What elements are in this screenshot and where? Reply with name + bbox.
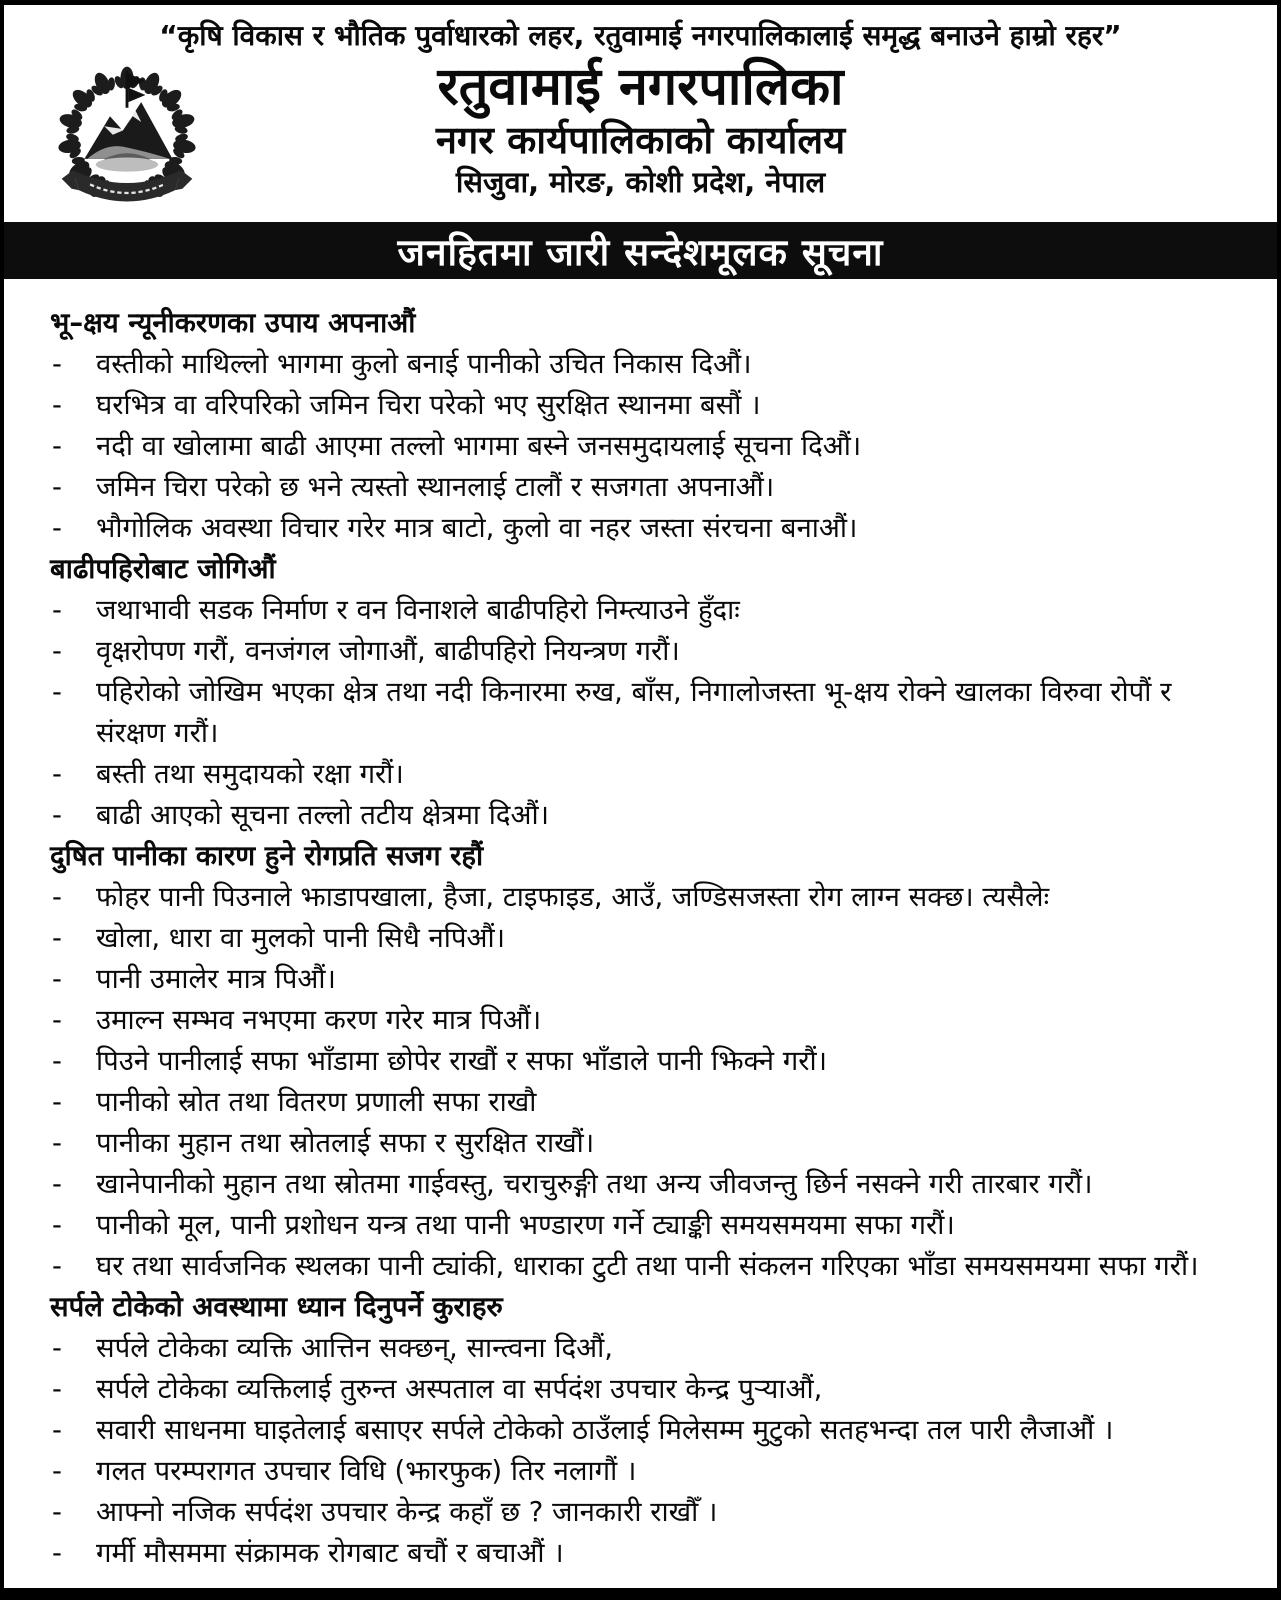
bullet-dash: - [52,1086,62,1118]
bullet-dash: - [52,758,62,790]
bullet-dash: - [52,594,62,626]
bullet-item [50,1164,1233,1205]
bullet-text: जथाभावी सडक निर्माण र वन विनाशले बाढीपहिरो निम्त्याउने हुँदाः [96,594,740,626]
bullet-text: बस्ती तथा समुदायको रक्षा गरौं। [96,758,404,790]
section-heading: सर्पले टोकेको अवस्थामा ध्यान दिनुपर्ने कुराहरु [50,1291,503,1323]
bullet-text: पहिरोको जोखिम भएका क्षेत्र तथा नदी किनारमा रुख, बाँस, निगालोजस्ता भू-क्षय रोक्ने खालका विरुवा रोपौं र संरक्षण गरौं। [96,676,1172,749]
bullet-dash: - [52,799,62,831]
bullet-dash: - [52,881,62,913]
bullet-item [50,385,1233,426]
bullet-dash: - [52,676,62,708]
bullet-item [50,590,1233,631]
bullet-item [50,1492,1233,1533]
bullet-dash: - [52,635,62,667]
bullet-item [50,426,1233,467]
bullet-text: घर तथा सार्वजनिक स्थलका पानी ट्यांकी, धाराका टुटी तथा पानी संकलन गरिएका भाँडा समयसमयमा सफा गरौं। [96,1250,1199,1282]
bullet-dash: - [52,430,62,462]
bullet-item [50,1000,1233,1041]
bullet-dash: - [52,389,62,421]
bullet-text: पानीको मूल, पानी प्रशोधन यन्त्र तथा पानी भण्डारण गर्ने ट्याङ्की समयसमयमा सफा गरौं। [96,1209,955,1241]
address-line: सिजुवा, मोरङ, कोशी प्रदेश, नेपाल [455,165,826,200]
bullet-text: खानेपानीको मुहान तथा स्रोतमा गाईवस्तु, चराचुरुङ्गी तथा अन्य जीवजन्तु छिर्न नसक्ने गरी तारबार गरौं। [96,1168,1093,1200]
municipality-title: रतुवामाई नगरपालिका [437,57,844,118]
bullet-item [50,1410,1233,1451]
bullet-text: सर्पले टोकेका व्यक्तिलाई तुरुन्त अस्पताल वा सर्पदंश उपचार केन्द्र पुऱ्याऔं, [96,1373,823,1405]
bullet-dash: - [52,1250,62,1282]
bullet-dash: - [52,1004,62,1036]
bullet-item [50,1041,1233,1082]
bottom-border-bar [4,1588,1277,1600]
bullet-item [50,631,1233,672]
bullet-dash: - [52,922,62,954]
bullet-dash: - [52,1455,62,1487]
bullet-dash: - [52,1414,62,1446]
bullet-text: नदी वा खोलामा बाढी आएमा तल्लो भागमा बस्ने जनसमुदायलाई सूचना दिऔं। [96,430,862,462]
bullet-item [50,467,1233,508]
bullet-text: गर्मी मौसममा संक्रामक रोगबाट बचौं र बचाऔं । [96,1537,564,1569]
bullet-text: वस्तीको माथिल्लो भागमा कुलो बनाई पानीको उचित निकास दिऔं। [96,348,752,380]
bullet-text: आफ्नो नजिक सर्पदंश उपचार केन्द्र कहाँ छ ? जानकारी राखौँ । [96,1496,718,1528]
section-heading: भू–क्षय न्यूनीकरणका उपाय अपनाऔं [50,307,416,339]
bullet-dash: - [52,512,62,544]
bullet-item [50,877,1233,918]
bullet-text: उमाल्न सम्भव नभएमा करण गरेर मात्र पिऔं। [96,1004,542,1036]
section-heading: बाढीपहिरोबाट जोगिऔं [50,553,276,585]
notice-body [4,279,1277,1574]
bullet-item [50,1328,1233,1369]
bullet-text: वृक्षरोपण गरौं, वनजंगल जोगाऔं, बाढीपहिरो नियन्त्रण गरौं। [96,635,680,667]
bullet-text: सर्पले टोकेका व्यक्ति आत्तिन सक्छन्, सान्त्वना दिऔं, [96,1332,613,1364]
bullet-dash: - [52,348,62,380]
bullet-dash: - [52,1127,62,1159]
bullet-item [50,1082,1233,1123]
bullet-dash: - [52,1537,62,1569]
bullet-dash: - [52,1332,62,1364]
bullet-item [50,1246,1233,1287]
bullet-item [50,344,1233,385]
section-heading: दुषित पानीका कारण हुने रोगप्रति सजग रहौं [50,840,484,872]
bullet-item [50,754,1233,795]
bullet-text: सवारी साधनमा घाइतेलाई बसाएर सर्पले टोकेको ठाउँलाई मिलेसम्म मुटुको सतहभन्दा तल पारी लैजाऔं । [96,1414,1114,1446]
bullet-dash: - [52,963,62,995]
bullet-text: पानीको स्रोत तथा वितरण प्रणाली सफा राखौ [96,1086,537,1118]
bullet-item [50,1533,1233,1574]
bullet-text: पानीका मुहान तथा स्रोतलाई सफा र सुरक्षित राखौं। [96,1127,595,1159]
bullet-dash: - [52,471,62,503]
bullet-item [50,1123,1233,1164]
bullet-dash: - [52,1209,62,1241]
bullet-item [50,959,1233,1000]
banner-title: जनहितमा जारी सन्देशमूलक सूचना [397,231,884,274]
bullet-text: फोहर पानी पिउनाले झाडापखाला, हैजा, टाइफाइड, आउँ, जण्डिसजस्ता रोग लाग्न सक्छ। त्यसैलेः [96,881,1050,913]
bullet-text: बाढी आएको सूचना तल्लो तटीय क्षेत्रमा दिऔं। [96,799,550,831]
bullet-dash: - [52,1168,62,1200]
bullet-item [50,918,1233,959]
bullet-text: गलत परम्परागत उपचार विधि (झारफुक) तिर नलागौं । [96,1455,637,1487]
bullet-dash: - [52,1373,62,1405]
bullet-dash: - [52,1045,62,1077]
bullet-text: भौगोलिक अवस्था विचार गरेर मात्र बाटो, कुलो वा नहर जस्ता संरचना बनाऔं। [96,512,858,544]
municipality-emblem-icon [56,65,198,213]
bullet-item [50,1451,1233,1492]
bullet-item [50,508,1233,549]
bullet-text: खोला, धारा वा मुलको पानी सिधै नपिऔं। [96,922,506,954]
bullet-item [50,1369,1233,1410]
bullet-text: पानी उमालेर मात्र पिऔं। [96,963,336,995]
bullet-text: घरभित्र वा वरिपरिको जमिन चिरा परेको भए सुरक्षित स्थानमा बसौं । [96,389,761,421]
bullet-text: पिउने पानीलाई सफा भाँडामा छोपेर राखौं र सफा भाँडाले पानी झिक्ने गरौं। [96,1045,828,1077]
bullet-item [50,795,1233,836]
bullet-dash: - [52,1496,62,1528]
notice-banner [4,222,1277,279]
slogan-text: “कृषि विकास र भौतिक पुर्वाधारको लहर, रतुवामाई नगरपालिकालाई समृद्ध बनाउने हाम्रो रहर” [159,19,1122,52]
bullet-item [50,672,1233,754]
header [4,5,1277,222]
bullet-item [50,1205,1233,1246]
bullet-text: जमिन चिरा परेको छ भने त्यस्तो स्थानलाई टालौं र सजगता अपनाऔं। [96,471,775,503]
office-subtitle: नगर कार्यपालिकाको कार्यालय [435,117,846,162]
